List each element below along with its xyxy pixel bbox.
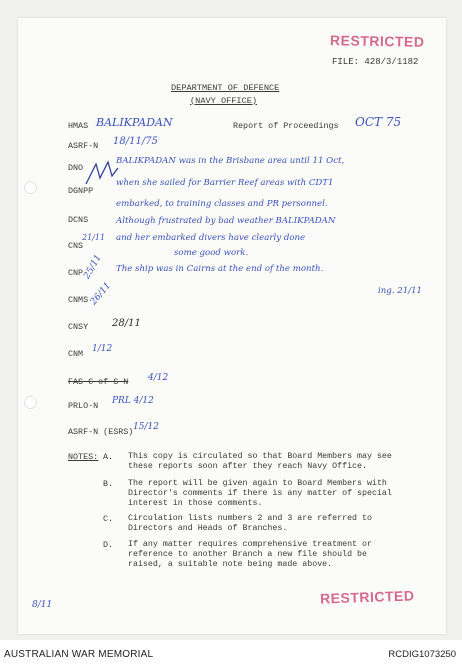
cnm-initials: 1/12 [92,344,113,354]
note-c-text: Circulation lists numbers 2 and 3 are referred to Directors and Heads of Branches. [128,514,372,534]
note-a-letter: A. [103,452,114,462]
file-reference [332,57,418,67]
office-heading: (NAVY OFFICE) [190,96,258,106]
routing-cnm: CNM [68,349,84,359]
note-b-letter: B. [103,479,114,489]
bottom-initials: 8/11 [32,600,53,610]
summary-line-6: some good work. [174,248,249,258]
note-c-letter: C. [103,514,114,524]
department-heading: DEPARTMENT OF DEFENCE [171,83,280,93]
note-d-text: If any matter requires comprehensive treatment or reference to another Branch a new file should be raised, a suitable note being made above. [128,540,372,570]
routing-asrfn-date: 18/11/75 [113,136,158,147]
cnp-initials: 25/11 [82,253,104,281]
routing-dgnpp: DGNPP [68,186,94,196]
note-a-text: This copy is circulated so that Board Members may see these reports soon after they reach Navy Office. [128,452,392,472]
note-b-text: The report will be given again to Board Members with Director's comments if there is any matter of special interest in those comments. [128,479,392,509]
routing-fas: FAS C of S N [68,377,129,387]
summary-line-4: Although frustrated by bad weather BALIKPADAN [116,216,336,226]
file-number: 428/3/1182 [364,57,419,67]
summary-line-1: BALIKPADAN was in the Brisbane area until 11 Oct, [116,156,345,166]
notes-label: NOTES: [68,452,99,462]
routing-cns: CNS [68,241,84,251]
routing-prlo: PRLO-N [68,401,99,411]
routing-asrfn: ASRF-N [68,141,99,151]
summary-line-2: when she sailed for Barrier Reef areas with CDT1 [116,178,334,188]
routing-cnms: CNMS [68,295,89,305]
prlo-initials: PRL 4/12 [112,396,154,406]
restricted-stamp-bottom: RESTRICTED [319,587,415,607]
cnms-initials: 26/11 [88,280,114,308]
punch-hole-bottom [24,396,37,409]
archive-id: RCDIG1073250 [388,649,456,660]
ship-name: BALIKPADAN [96,116,173,129]
cns-initials: 21/11 [82,233,106,242]
restricted-stamp-top: RESTRICTED [329,32,425,50]
routing-dno: DNO [68,163,84,173]
archive-footer [0,640,462,666]
report-title: Report of Proceedings [233,121,339,131]
note-d-letter: D. [103,540,114,550]
routing-cnp: CNP [68,268,84,278]
summary-line-5: and her embarked divers have clearly done [116,233,306,243]
summary-line-3: embarked, to training classes and PR personnel. [116,199,328,209]
fas-initials: 4/12 [148,373,169,383]
punch-hole-top [24,181,37,194]
ship-prefix: HMAS [68,121,89,131]
archive-name: AUSTRALIAN WAR MEMORIAL [4,649,154,660]
routing-cnsy: CNSY [68,322,89,332]
routing-dcns: DCNS [68,215,89,225]
asrfn-esrs-initials: 15/12 [133,422,159,432]
summary-line-7: The ship was in Cairns at the end of the month. [116,264,324,274]
summary-signature: ing. 21/11 [378,286,423,296]
cnsy-initials: 28/11 [112,318,141,329]
report-month: OCT 75 [355,115,402,129]
routing-asrfn-esrs: ASRF-N (ESRS) [68,427,134,437]
file-label: FILE: [332,57,360,67]
